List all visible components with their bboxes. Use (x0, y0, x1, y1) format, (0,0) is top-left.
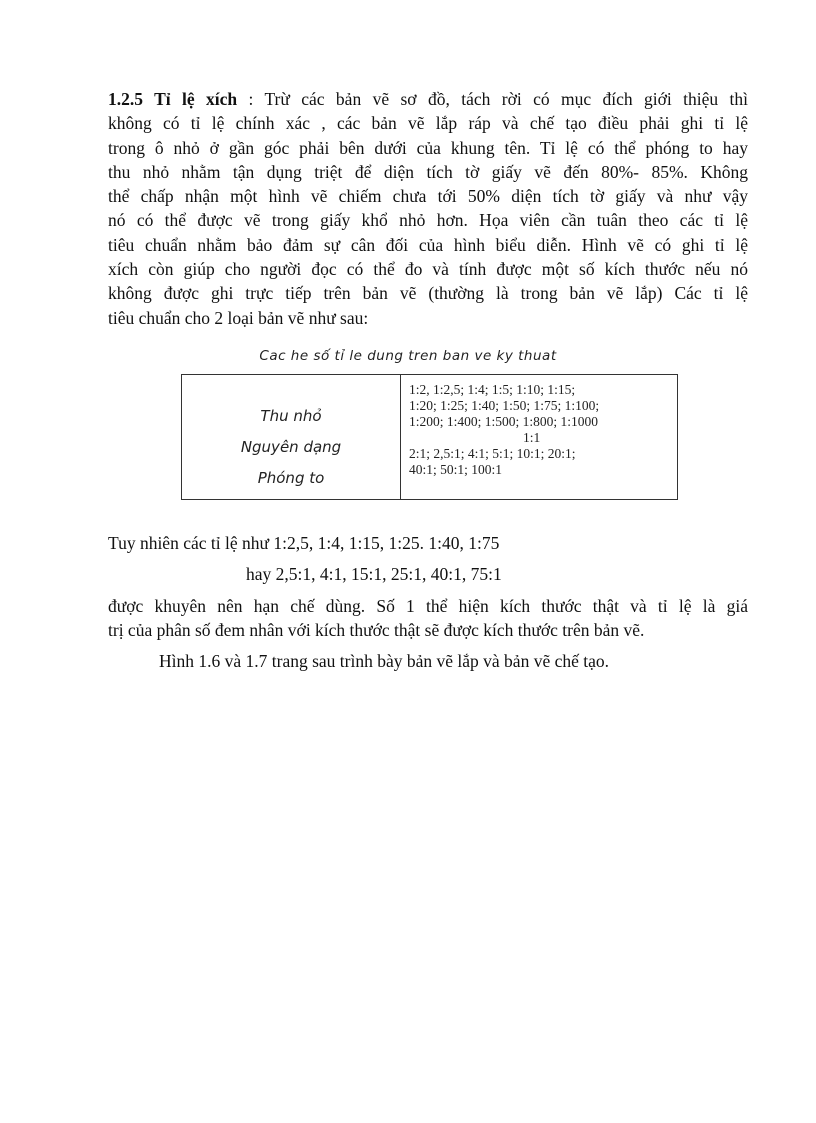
table-value-line: 1:1 (523, 430, 541, 445)
table-value-line: 1:20; 1:25; 1:40; 1:50; 1:75; 1:100; (409, 398, 600, 413)
table-value-column (401, 375, 677, 499)
label-reduce: Thu nhỏ (260, 407, 322, 425)
table-value-line: 40:1; 50:1; 100:1 (409, 462, 503, 477)
scale-table (181, 374, 678, 500)
paragraph-line: nó có thể được vẽ trong giấy khổ nhỏ hơn. Họa viên cần tuân theo các tỉ lệ (108, 210, 748, 231)
note-line: Tuy nhiên các tỉ lệ như 1:2,5, 1:4, 1:15, 1:25. 1:40, 1:75 (108, 533, 500, 553)
paragraph-line: trị của phân số đem nhân với kích thước thật sẽ được kích thước trên bản vẽ. (108, 620, 645, 641)
paragraph-line: được khuyên nên hạn chế dùng. Số 1 thể hiện kích thước thật và tỉ lệ là giá (108, 596, 748, 616)
paragraph-line: thu nhỏ nhằm tận dụng triệt để diện tích tờ giấy vẽ đến 80%- 85%. Không (108, 161, 748, 182)
table-value-line: 1:2, 1:2,5; 1:4; 1:5; 1:10; 1:15; (409, 382, 576, 397)
table-caption: Cac he số tỉ le dung tren ban ve ky thuat (259, 348, 557, 364)
paragraph-line: không được ghi trực tiếp trên bản vẽ (thường là trong bản vẽ lắp) Các tỉ lệ (108, 283, 748, 304)
section-heading: 1.2.5 Tỉ lệ xích (108, 89, 238, 109)
section-paragraph (108, 87, 748, 330)
label-enlarge: Phóng to (257, 469, 325, 487)
paragraph-line: 1.2.5 Tỉ lệ xích : Trừ các bản vẽ sơ đồ, tách rời có mục đích giới thiệu thì (108, 89, 748, 109)
paragraph-line: xích còn giúp cho người đọc có thể đo và tính được một số kích thước nếu nó (108, 259, 748, 280)
paragraph-line: không có tỉ lệ chính xác , các bản vẽ lắp ráp và chế tạo điều phải ghi tỉ lệ (108, 113, 748, 134)
paragraph-line: tiêu chuẩn nhằm bảo đảm sự cân đối của hình biểu diễn. Hình vẽ có ghi tỉ lệ (108, 234, 748, 255)
paragraph-line: thể chấp nhận một hình vẽ chiếm chưa tới 50% diện tích tờ giấy và như vậy (108, 186, 748, 207)
paragraph-line: tiêu chuẩn cho 2 loại bản vẽ như sau: (108, 307, 369, 328)
table-label-column (182, 375, 401, 499)
label-full-size: Nguyên dạng (240, 438, 342, 456)
paragraph-line: trong ô nhỏ ở gần góc phải bên dưới của khung tên. Tỉ lệ có thể phóng to hay (108, 137, 748, 158)
table-value-line: 2:1; 2,5:1; 4:1; 5:1; 10:1; 20:1; (409, 446, 576, 461)
table-value-line: 1:200; 1:400; 1:500; 1:800; 1:1000 (409, 414, 599, 429)
note-paragraph (108, 594, 748, 643)
figure-reference-line: Hình 1.6 và 1.7 trang sau trình bày bản vẽ lắp và bản vẽ chế tạo. (159, 651, 610, 671)
note-line: hay 2,5:1, 4:1, 15:1, 25:1, 40:1, 75:1 (246, 564, 502, 584)
